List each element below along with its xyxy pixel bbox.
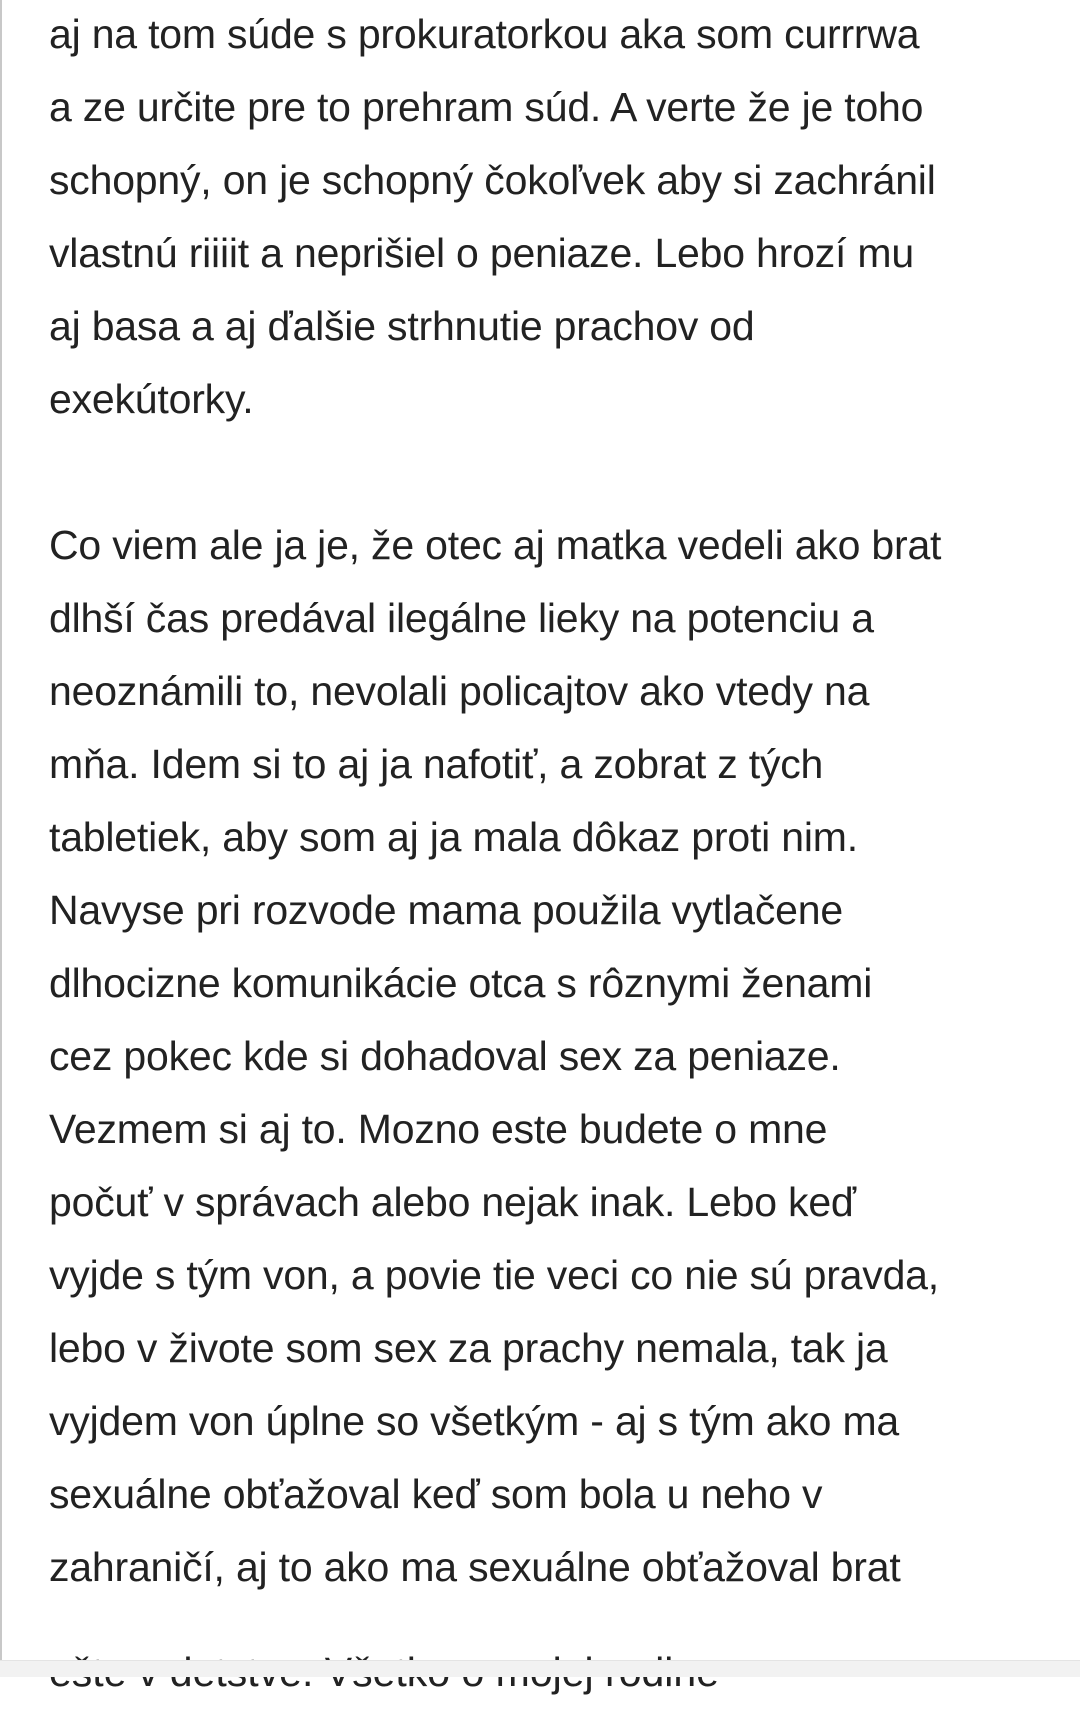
text-line: exekútorky. <box>49 376 254 422</box>
text-line: mňa. Idem si to aj ja nafotiť, a zobrat z tých <box>49 741 824 787</box>
text-line: vyjdem von úplne so všetkým - aj s tým ako ma <box>49 1398 900 1444</box>
text-line: tabletiek, aby som aj ja mala dôkaz proti nim. <box>49 814 858 860</box>
text-line: vlastnú riiiit a neprišiel o peniaze. Lebo hrozí mu <box>49 230 914 276</box>
paragraph-spacer <box>49 436 1059 509</box>
text-line: dlhší čas predával ilegálne lieky na potenciu a <box>49 595 874 641</box>
text-line: neoznámili to, nevolali policajtov ako vtedy na <box>49 668 870 714</box>
text-line: cez pokec kde si dohadoval sex za peniaze. <box>49 1033 841 1079</box>
text-line: Vezmem si aj to. Mozno este budete o mne <box>49 1106 828 1152</box>
text-line: Navyse pri rozvode mama použila vytlačene <box>49 887 843 933</box>
text-line: a ze určite pre to prehram súd. A verte že je toho <box>49 84 924 130</box>
article-text <box>49 0 1059 1604</box>
text-line: počuť v správach alebo nejak inak. Lebo keď <box>49 1179 856 1225</box>
text-line: dlhocizne komunikácie otca s rôznymi ženami <box>49 960 873 1006</box>
text-line: aj basa a aj ďalšie strhnutie prachov od <box>49 303 755 349</box>
text-line: sexuálne obťažoval keď som bola u neho v <box>49 1471 823 1517</box>
bottom-bar <box>0 1660 1080 1677</box>
text-line: zahraničí, aj to ako ma sexuálne obťažoval brat <box>49 1544 901 1590</box>
page-edge-divider <box>0 0 2 1676</box>
text-line: lebo v živote som sex za prachy nemala, tak ja <box>49 1325 888 1371</box>
text-line: Co viem ale ja je, že otec aj matka vedeli ako brat <box>49 522 942 568</box>
text-line: schopný, on je schopný čokoľvek aby si zachránil <box>49 157 936 203</box>
text-line: aj na tom súde s prokuratorkou aka som currrwa <box>49 11 920 57</box>
text-line: vyjde s tým von, a povie tie veci co nie sú pravda, <box>49 1252 939 1298</box>
